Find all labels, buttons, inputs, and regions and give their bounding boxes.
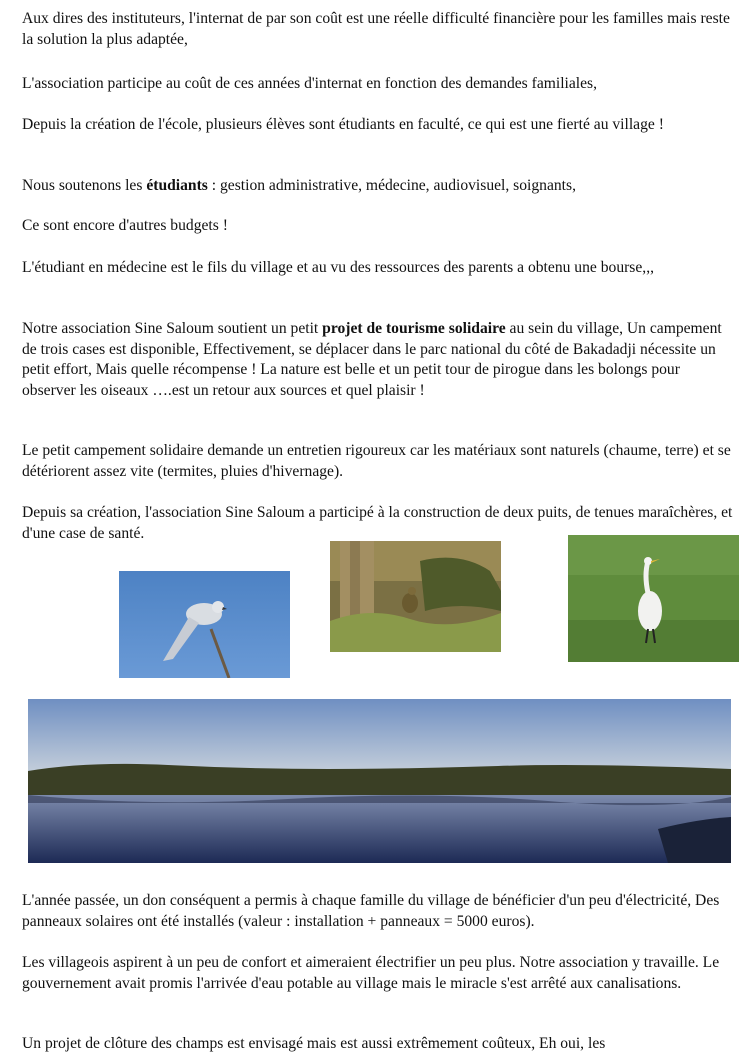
paragraph-construction-history: Depuis sa création, l'association Sine Saloum a participé à la construction de deux puits, de tenues maraîchères, et d'une case de santé. [22, 504, 733, 542]
paragraph-support-students: Nous soutenons les étudiants : gestion administrative, médecine, audiovisuel, soignants, [22, 177, 576, 194]
paragraph-solidarity-tourism: Notre association Sine Saloum soutient un petit projet de tourisme solidaire au sein du village, Un campement de trois cases est disponible, Effectivement, se déplacer dans le parc national du côté de Bakadadji nécessite un petit effort, Mais quelle récompense ! La nature est belle et un petit tour de pirogue dans les bolongs pour observer les oiseaux ….est un retour aux sources et quel plaisir ! [22, 320, 722, 399]
paragraph-internat-cost: Aux dires des instituteurs, l'internat de par son coût est une réelle difficulté financière pour les familles mais reste la solution la plus adaptée, [22, 10, 730, 48]
paragraph-other-budgets: Ce sont encore d'autres budgets ! [22, 217, 228, 234]
photo-lagoon-panorama [28, 699, 731, 863]
photo-bird-in-forest [330, 541, 501, 652]
paragraph-electrification: Les villageois aspirent à un peu de confort et aimeraient électrifier un peu plus. Notre association y travaille. Le gouvernement avait promis l'arrivée d'eau potable au village mais le miracle s'est arrêté aux canalisations. [22, 954, 720, 992]
paragraph-solar-panels: L'année passée, un don conséquent a permis à chaque famille du village de bénéficier d'un peu d'électricité, Des panneaux solaires ont été installés (valeur : installation + panneaux = 5000 euros). [22, 892, 720, 930]
photo-bird-on-branch [119, 571, 290, 678]
paragraph-students-faculty: Depuis la création de l'école, plusieurs élèves sont étudiants en faculté, ce qui est une fierté au village ! [22, 116, 664, 133]
paragraph-camp-maintenance: Le petit campement solidaire demande un entretien rigoureux car les matériaux sont naturels (chaume, terre) et se détériorent assez vite (termites, pluies d'hivernage). [22, 442, 731, 480]
bold-etudiants: étudiants [146, 177, 208, 194]
paragraph-association-participation: L'association participe au coût de ces années d'internat en fonction des demandes familiales, [22, 75, 598, 92]
paragraph-medical-student: L'étudiant en médecine est le fils du village et au vu des ressources des parents a obtenu une bourse,,, [22, 259, 654, 276]
paragraph-field-fencing: Un projet de clôture des champs est envisagé mais est aussi extrêmement coûteux, Eh oui, les [22, 1035, 606, 1052]
photo-egret-on-grass [568, 535, 739, 662]
bold-tourism-project: projet de tourisme solidaire [322, 320, 506, 337]
